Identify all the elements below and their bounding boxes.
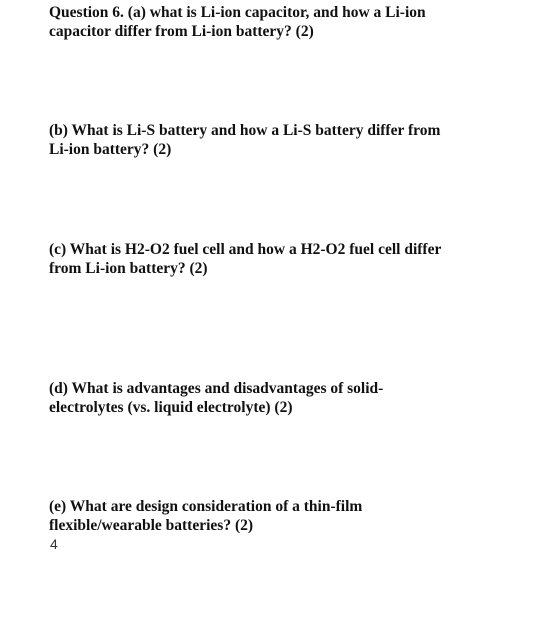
- question-6e-line-1: (e) What are design consideration of a thin-film: [49, 498, 363, 515]
- page-number: 4: [50, 536, 58, 552]
- question-6d-line-1: (d) What is advantages and disadvantages of solid-: [49, 380, 384, 397]
- question-6c-line-1: (c) What is H2-O2 fuel cell and how a H2-O2 fuel cell differ: [49, 241, 442, 258]
- question-6c: [49, 240, 519, 278]
- question-6b-line-2: Li-ion battery? (2): [49, 141, 172, 158]
- question-6e-line-2: flexible/wearable batteries? (2): [49, 517, 254, 534]
- question-6b: [49, 121, 519, 159]
- question-6a-line-2: capacitor differ from Li-ion battery? (2): [49, 23, 314, 40]
- question-6c-line-2: from Li-ion battery? (2): [49, 260, 208, 277]
- question-6b-line-1: (b) What is Li-S battery and how a Li-S battery differ from: [49, 122, 441, 139]
- question-6d-line-2: electrolytes (vs. liquid electrolyte) (2): [49, 399, 293, 416]
- question-6a-line-1: Question 6. (a) what is Li-ion capacitor, and how a Li-ion: [49, 4, 426, 21]
- question-6e: [49, 497, 519, 535]
- question-6a: [49, 3, 519, 41]
- question-6d: [49, 379, 519, 417]
